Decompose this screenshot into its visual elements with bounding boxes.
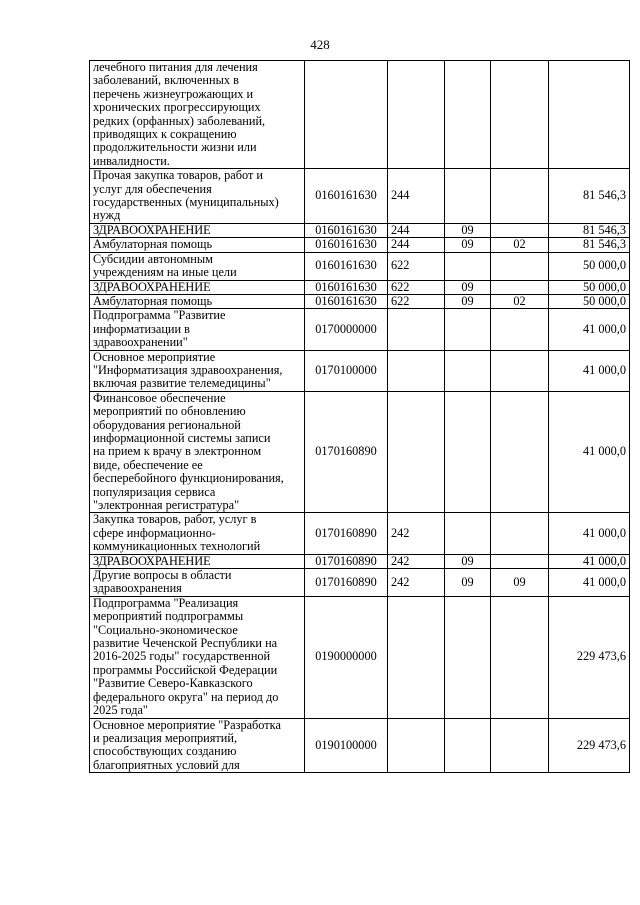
row-subsection: 02 [491, 238, 549, 252]
row-name [90, 169, 305, 224]
row-name [90, 294, 305, 308]
row-section: 09 [445, 554, 491, 568]
budget-table-body [90, 61, 630, 773]
row-name-line: информатизации в [93, 321, 190, 336]
row-name-line: ЗДРАВООХРАНЕНИЕ [93, 223, 211, 237]
row-section: 09 [445, 280, 491, 294]
row-amount: 229 473,6 [549, 718, 630, 773]
row-name-line: "Информатизация здравоохранения, [93, 362, 283, 377]
row-name [90, 309, 305, 350]
row-name-line: Другие вопросы в области [93, 568, 232, 583]
row-amount: 41 000,0 [549, 554, 630, 568]
row-amount [549, 61, 630, 169]
row-subsection [491, 223, 549, 237]
row-amount: 41 000,0 [549, 391, 630, 513]
row-expense-type: 242 [388, 569, 445, 597]
row-name-line: хронических прогрессирующих [93, 100, 261, 115]
row-subsection [491, 554, 549, 568]
row-name-line: Закупка товаров, работ, услуг в [93, 512, 257, 527]
row-subsection [491, 61, 549, 169]
row-name-line: Амбулаторная помощь [93, 237, 213, 252]
row-section: 09 [445, 569, 491, 597]
table-row [90, 238, 630, 252]
row-expense-type: 244 [388, 169, 445, 224]
row-name-line: виде, обеспечение ее [93, 457, 203, 472]
row-section: 09 [445, 238, 491, 252]
row-amount: 81 546,3 [549, 238, 630, 252]
row-csr-code: 0170000000 [305, 309, 388, 350]
row-amount: 50 000,0 [549, 294, 630, 308]
budget-table [89, 60, 630, 773]
row-name-line: инвалидности. [93, 153, 170, 168]
row-section [445, 61, 491, 169]
row-csr-code: 0160161630 [305, 294, 388, 308]
row-name-line: и реализация мероприятий, [93, 730, 238, 745]
row-name-line: продолжительности жизни или [93, 140, 257, 155]
row-name-line: нужд [93, 208, 121, 223]
row-subsection [491, 391, 549, 513]
row-name-line: редких (орфанных) заболеваний, [93, 113, 266, 128]
row-amount: 81 546,3 [549, 223, 630, 237]
row-name-line: сфере информационно- [93, 525, 216, 540]
row-name-line: популяризация сервиса [93, 484, 216, 499]
row-expense-type: 242 [388, 513, 445, 554]
row-section: 09 [445, 223, 491, 237]
row-name-line: "электронная регистратура" [93, 498, 240, 512]
row-subsection [491, 596, 549, 718]
row-csr-code: 0170100000 [305, 350, 388, 391]
row-amount: 50 000,0 [549, 252, 630, 280]
row-name-line: 2025 года" [93, 703, 148, 718]
row-csr-code: 0170160890 [305, 569, 388, 597]
row-expense-type [388, 309, 445, 350]
row-name-line: включая развитие телемедицины" [93, 376, 271, 391]
row-amount: 41 000,0 [549, 309, 630, 350]
row-csr-code [305, 61, 388, 169]
row-amount: 41 000,0 [549, 513, 630, 554]
row-expense-type: 244 [388, 238, 445, 252]
row-name-line: учреждениям на иные цели [93, 265, 237, 280]
row-section [445, 513, 491, 554]
row-name [90, 391, 305, 513]
row-csr-code: 0170160890 [305, 513, 388, 554]
row-name-line: Подпрограмма "Реализация [93, 596, 239, 610]
row-name-line: приводящих к сокращению [93, 127, 237, 142]
row-expense-type: 622 [388, 294, 445, 308]
row-name [90, 280, 305, 294]
row-name [90, 554, 305, 568]
table-row [90, 569, 630, 597]
row-section [445, 252, 491, 280]
row-name [90, 718, 305, 773]
table-row [90, 169, 630, 224]
row-name-line: "Социально-экономическое [93, 622, 238, 637]
row-name-line: "Развитие Северо-Кавказского [93, 676, 253, 691]
row-subsection [491, 252, 549, 280]
page-number: 428 [310, 37, 330, 52]
row-name-line: способствующих созданию [93, 744, 237, 759]
row-name-line: услуг для обеспечения [93, 181, 212, 196]
row-name-line: здравоохранения [93, 581, 182, 596]
row-name [90, 513, 305, 554]
row-csr-code: 0190000000 [305, 596, 388, 718]
row-name-line: оборудования региональной [93, 417, 241, 432]
row-name [90, 569, 305, 597]
row-name-line: на прием к врачу в электронном [93, 444, 262, 459]
row-name-line: информационной системы записи [93, 430, 271, 445]
row-section [445, 718, 491, 773]
row-name [90, 61, 305, 169]
row-name-line: 2016-2025 годы" государственной [93, 649, 271, 664]
row-amount: 41 000,0 [549, 569, 630, 597]
row-name [90, 252, 305, 280]
row-name-line: здравоохранении" [93, 335, 188, 350]
row-csr-code: 0160161630 [305, 252, 388, 280]
row-csr-code: 0160161630 [305, 280, 388, 294]
row-expense-type: 622 [388, 252, 445, 280]
row-name [90, 596, 305, 718]
row-subsection: 02 [491, 294, 549, 308]
row-subsection [491, 280, 549, 294]
row-csr-code: 0170160890 [305, 554, 388, 568]
row-expense-type [388, 596, 445, 718]
row-subsection [491, 169, 549, 224]
table-row [90, 280, 630, 294]
row-subsection: 09 [491, 569, 549, 597]
table-row [90, 554, 630, 568]
row-name-line: бесперебойного функционирования, [93, 471, 284, 486]
table-row [90, 223, 630, 237]
row-subsection [491, 309, 549, 350]
row-name-line: Амбулаторная помощь [93, 294, 213, 308]
row-section [445, 169, 491, 224]
row-expense-type: 242 [388, 554, 445, 568]
row-name-line: федерального округа" на период до [93, 689, 279, 704]
row-csr-code: 0160161630 [305, 238, 388, 252]
row-name-line: лечебного питания для лечения [93, 60, 258, 74]
row-name-line: государственных (муниципальных) [93, 195, 279, 210]
row-csr-code: 0190100000 [305, 718, 388, 773]
row-name [90, 223, 305, 237]
row-name-line: развитие Чеченской Республики на [93, 636, 278, 651]
row-amount: 81 546,3 [549, 169, 630, 224]
row-section [445, 309, 491, 350]
row-subsection [491, 513, 549, 554]
row-name-line: Субсидии автономным [93, 252, 213, 266]
row-name-line: Прочая закупка товаров, работ и [93, 168, 263, 183]
row-expense-type: 622 [388, 280, 445, 294]
table-row [90, 513, 630, 554]
row-section [445, 350, 491, 391]
row-name-line: Основное мероприятие "Разработка [93, 718, 281, 732]
table-row [90, 596, 630, 718]
row-section [445, 391, 491, 513]
row-section [445, 596, 491, 718]
row-name-line: перечень жизнеугрожающих и [93, 86, 254, 101]
row-subsection [491, 350, 549, 391]
table-row [90, 391, 630, 513]
row-name-line: ЗДРАВООХРАНЕНИЕ [93, 280, 211, 294]
row-name-line: программы Российской Федерации [93, 662, 278, 677]
row-amount: 229 473,6 [549, 596, 630, 718]
row-name-line: ЗДРАВООХРАНЕНИЕ [93, 554, 211, 568]
row-name-line: Основное мероприятие [93, 350, 216, 364]
row-expense-type [388, 718, 445, 773]
row-expense-type [388, 61, 445, 169]
table-row [90, 309, 630, 350]
row-subsection [491, 718, 549, 773]
row-name [90, 350, 305, 391]
row-expense-type: 244 [388, 223, 445, 237]
row-name-line: мероприятий подпрограммы [93, 609, 244, 624]
row-amount: 41 000,0 [549, 350, 630, 391]
row-expense-type [388, 350, 445, 391]
row-expense-type [388, 391, 445, 513]
row-csr-code: 0170160890 [305, 391, 388, 513]
row-name-line: Подпрограмма "Развитие [93, 308, 226, 323]
row-amount: 50 000,0 [549, 280, 630, 294]
row-name-line: благоприятных условий для [93, 757, 240, 772]
row-name-line: заболеваний, включенных в [93, 73, 239, 88]
row-name-line: Финансовое обеспечение [93, 391, 226, 405]
row-csr-code: 0160161630 [305, 223, 388, 237]
row-csr-code: 0160161630 [305, 169, 388, 224]
row-name-line: мероприятий по обновлению [93, 404, 246, 419]
table-row [90, 350, 630, 391]
table-row [90, 61, 630, 169]
table-row [90, 294, 630, 308]
row-section: 09 [445, 294, 491, 308]
table-row [90, 252, 630, 280]
row-name-line: коммуникационных технологий [93, 539, 261, 554]
row-name [90, 238, 305, 252]
table-row [90, 718, 630, 773]
